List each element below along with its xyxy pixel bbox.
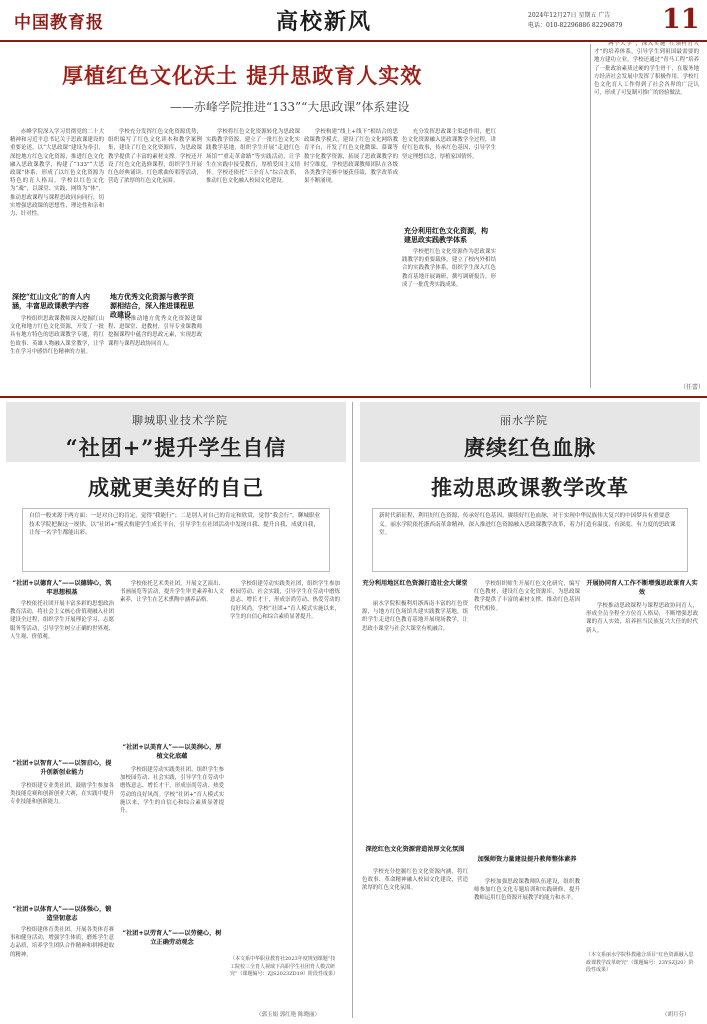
left-signature: （郭玉娟 郭红艳 陈晓丽） <box>256 1012 320 1018</box>
column-divider <box>590 44 591 388</box>
left-col-2 <box>120 580 224 740</box>
left-headline-2: 成就更美好的自己 <box>88 475 264 500</box>
contact-line: 电话：010-82296886 82296879 <box>528 22 623 29</box>
left-subheading-4: “社团+以美育人”——以美润心，厚植文化底蕴 <box>122 744 222 760</box>
right-col-2b <box>474 878 580 1018</box>
left-col-2-text: 学校依托艺术类社团，开展文艺演出、书画展览等活动，提升学生审美素养和人文素养，让学生在艺术熏陶中涵养品格。 <box>120 581 224 604</box>
right-lead: 新时代新征程，利用好红色资源，传承好红色基因，赓续好红色血脉，对于实现中华民族伟大复兴的中国梦具有重要意义。丽水学院依托浙西南革命精神，深入推进红色资源融入思政课教学改革，着力打造有温度、有深度、有力度的思政课堂。 <box>372 508 688 572</box>
left-col-1b <box>10 782 114 902</box>
right-subheading-3: 加强师资力量建设提升教师整体素养 <box>477 856 577 863</box>
left-subheading-2: “社团+以智育人”——以智启心，提升创新创业能力 <box>12 760 112 776</box>
main-col-2b <box>108 315 202 387</box>
right-subheading-4: 开展协同育人工作不断增强思政课育人实效 <box>586 580 698 596</box>
left-subheading-5: “社团+以劳育人”——以劳健心，树立正确劳动观念 <box>122 930 222 946</box>
main-col-1-text: 赤峰学院深入学习贯彻党的二十大精神和习近平总书记关于思政课建设的重要论述，以“大思政课”建设为牵引，深挖地方红色文化资源，推进红色文化融入思政课教学，构建了“133”“大思政课”体系，形成了以红色文化资源为特色的育人格局。学校以红色文化为“魂”，以课堂、实践、网络为“体”，推动思政课程与课程思政同向同行，切实增强思政课的思想性、理论性和亲和力、针对性。 <box>10 129 104 218</box>
left-col-2b <box>120 766 224 926</box>
right-headline-2: 推动思政课教学改革 <box>431 475 629 500</box>
main-col-2b-text: 学校推动地方优秀文化资源进课程、进课堂、进教材，引导专业课教师挖掘课程中蕴含的思政元素，实现思政课程与课程思政协同育人。 <box>108 316 202 347</box>
left-col-1c-text: 学校组建体育类社团，开展各类体育赛事和健身活动，增强学生体质，磨炼学生意志品质，培养学生团队合作精神和拼搏进取的精神。 <box>10 927 114 958</box>
main-col-4-text: 学校构建“线上+线下”相结合的思政课教学模式，建设了红色文化网络教育平台，开发了红色文化微课、慕课等数字化教学资源，拓展了思政课教学的时空维度。学校思政课教师团队在各级各类教学竞赛中屡获佳绩，教学改革成果不断涌现。 <box>304 129 398 185</box>
main-col-5-text: 充分发挥思政课主渠道作用，把红色文化资源融入思政课教学全过程，讲好红色故事，传承红色基因，引导学生坚定理想信念，厚植家国情怀。 <box>402 129 496 160</box>
left-col-1b-text: 学校组建专业类社团，鼓励学生参加各类技能竞赛和创新创业大赛，在实践中提升专业技能和创新能力。 <box>10 783 114 806</box>
section-rule <box>0 396 707 398</box>
right-col-2b-text: 学校加强思政课教师队伍建设，组织教师参加红色文化专题培训和实践研修，提升教师运用红色资源开展教学的能力和水平。 <box>474 879 580 902</box>
right-col-2 <box>474 580 580 850</box>
right-col-3 <box>586 602 698 942</box>
right-footnote: （本文系丽水学院科教融合项目“红色资源融入思政课教学改革研究”（课题编号：23YSZJ20）阶段性成果） <box>586 952 694 974</box>
main-col-1b <box>10 315 104 387</box>
article-divider <box>352 402 353 1018</box>
main-subheading-2: 地方优秀文化资源与教学资源相结合，深入推进课程思政建设 <box>110 292 194 319</box>
left-lead: 自信一般来源于两方面：一是对自己的肯定，觉得“我能行”；二是别人对自己的肯定和欣赏，觉得“我会行”。聊城职业技术学院把握这一规律，以“社团+”模式构建学生成长平台，引导学生在社团活动中发现自我、提升自我、成就自我，让每一名学生都能出彩。 <box>22 508 330 572</box>
main-col-1 <box>10 128 104 288</box>
left-footnote: （本文系中华职业教育社2023年度规划课题“技工院校三全育人视域下高职学生社团育人模式研究”（课题编号：ZJS2023ZD19）阶段性成果） <box>230 956 339 978</box>
masthead: 中国教育报 <box>14 13 104 33</box>
main-signature: （任蕾） <box>680 384 705 391</box>
main-col-4 <box>304 128 398 388</box>
main-col-5 <box>402 128 496 223</box>
right-headline-1: 赓续红色血脉 <box>464 435 596 460</box>
left-col-1 <box>10 600 114 750</box>
left-col-3 <box>230 580 340 950</box>
page-number: 11 <box>662 4 700 35</box>
main-col-3-text: 学校将红色文化资源转化为思政课实践教学资源，建立了一批红色文化实践教学基地，组织学生开展“走进红色场馆”“重走革命路”等实践活动，让学生在实践中接受教育，厚植爱国主义情怀。学校还依托“三全育人”综合改革，推动红色文化融入校园文化建设。 <box>206 129 300 185</box>
main-col-2 <box>108 128 202 290</box>
left-school-name: 聊城职业技术学院 <box>132 414 228 427</box>
right-col-3-text: 学校推动思政课程与课程思政协同育人，形成全员全程全方位育人格局，不断增强思政课的育人实效，培养担当民族复兴大任的时代新人。 <box>586 603 698 634</box>
left-headline-1: “社团+”提升学生自信 <box>65 435 287 460</box>
main-subhead: ——赤峰学院推进“133”“大思政课”体系建设 <box>170 100 410 114</box>
right-school-name: 丽水学院 <box>500 414 548 427</box>
main-col-3 <box>206 128 300 388</box>
main-col-1b-text: 学校组织思政课教师深入挖掘红山文化和地方红色文化资源，开发了一批具有地方特色的思政课教学专题，将红色故事、英雄人物融入课堂教学，让学生在学习中感悟红色精神的力量。 <box>10 316 104 355</box>
left-col-3-text: 学校组建劳动实践类社团，组织学生参加校园劳动、社会实践，引导学生在劳动中磨炼意志、增长才干，形成崇尚劳动、热爱劳动的良好风尚。学校“社团+”育人模式实施以来，学生的自信心和综合素质显著提升。 <box>230 581 340 620</box>
main-headline: 厚植红色文化沃土 提升思政育人实效 <box>62 63 423 88</box>
right-subheading-1: 充分利用地区红色资源打造社会大课堂 <box>362 580 468 587</box>
right-signature: （胡月芬） <box>662 1012 690 1018</box>
main-col-5b <box>402 248 496 388</box>
right-subheading-2: 深挖红色文化资源营造浓厚文化氛围 <box>365 846 465 853</box>
main-col-6 <box>594 40 699 392</box>
main-col-6-text: “两个大学”，深入实施“红领村官人才”的培养体系，引导学生到祖国最需要的地方建功立业。学校还通过“青马工程”培养了一批政治素质过硬的学生骨干，在服务地方经济社会发展中发挥了积极作用。学校红色文化育人工作得到了社会各界的广泛认可，形成了可复制可推广的经验做法。 <box>594 41 699 97</box>
right-col-2-text: 学校组织师生开展红色文化研究，编写红色教材，建设红色文化资源库，为思政课教学提供了丰富的素材支撑，推动红色基因代代相传。 <box>474 581 580 612</box>
date-line: 2024年12月27日 星期五 广告 <box>528 12 611 19</box>
left-subheading-1: “社团+以德育人”——以德铸心，筑牢思想根基 <box>12 580 112 596</box>
main-col-5b-text: 学校把红色文化资源作为思政课实践教学的重要载体，建立了校内外相结合的实践教学体系，组织学生深入红色教育基地开展调研，撰写调研报告，形成了一批优秀实践成果。 <box>402 249 496 288</box>
main-col-2-text: 学校充分发挥红色文化资源优势，组织编写了红色文化读本和教学案例集，建设了红色文化资源库，为思政课教学提供了丰富的素材支撑。学校还开设了红色文化选修课程，组织学生开展红色经典诵读、红色歌曲传唱等活动，营造了浓厚的红色文化氛围。 <box>108 129 202 185</box>
right-col-1b-text: 学校充分挖掘红色文化资源内涵，将红色故事、革命精神融入校园文化建设，营造浓厚的红色文化氛围。 <box>362 869 468 892</box>
right-col-1-text: 丽水学院积极利用浙西南丰富的红色资源，与地方红色场馆共建实践教学基地，组织学生走进红色教育基地开展现场教学，让思政小课堂与社会大课堂有机融合。 <box>362 601 468 632</box>
main-subheading-1: 深挖“红山文化”的育人内涵，丰富思政课教学内容 <box>12 292 91 310</box>
right-col-1b <box>362 868 468 1018</box>
main-subheading-3: 充分利用红色文化资源，构建思政实践教学体系 <box>404 226 488 244</box>
left-col-1c <box>10 926 114 1016</box>
left-subheading-3: “社团+以体育人”——以体强心，锻造坚韧意志 <box>12 906 112 922</box>
right-col-1 <box>362 600 468 840</box>
left-col-1-text: 学校依托社团开展丰富多彩的思想政治教育活动，将社会主义核心价值观融入社团建设全过程，组织学生开展理论学习、志愿服务等活动，引导学生树立正确的世界观、人生观、价值观。 <box>10 601 114 640</box>
left-col-2b-text: 学校组建劳动实践类社团，组织学生参加校园劳动、社会实践，引导学生在劳动中磨炼意志、增长才干，形成崇尚劳动、热爱劳动的良好风尚。学校“社团+”育人模式实施以来，学生的自信心和综合素质显著提升。 <box>120 767 224 815</box>
section-title: 高校新风 <box>276 9 373 35</box>
